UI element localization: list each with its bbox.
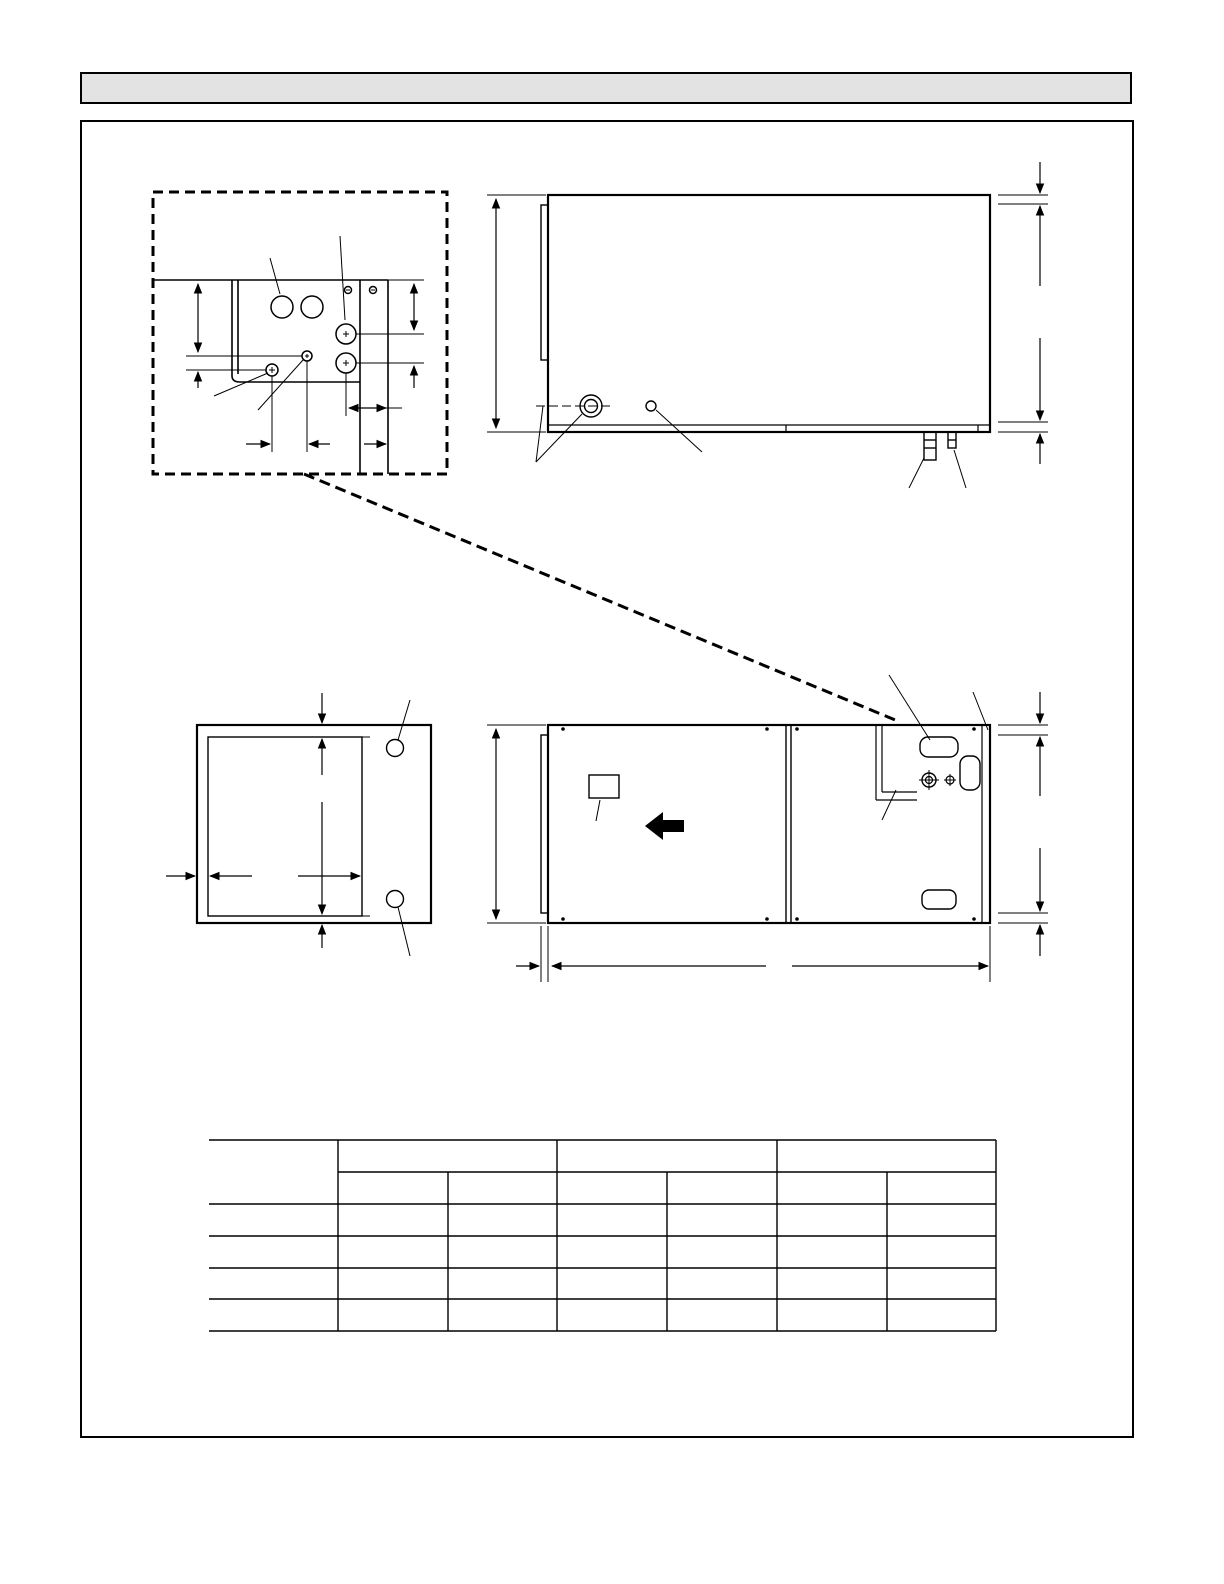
dimension-table [209,1140,996,1331]
side-view [487,162,1048,488]
detail-dashed-border [153,192,447,474]
top-view [487,675,1048,982]
detail-connector [304,474,900,722]
detail-view [153,192,447,474]
end-view [166,693,431,956]
airflow-arrow-icon [645,812,684,840]
side-drain-fittings [580,395,956,460]
